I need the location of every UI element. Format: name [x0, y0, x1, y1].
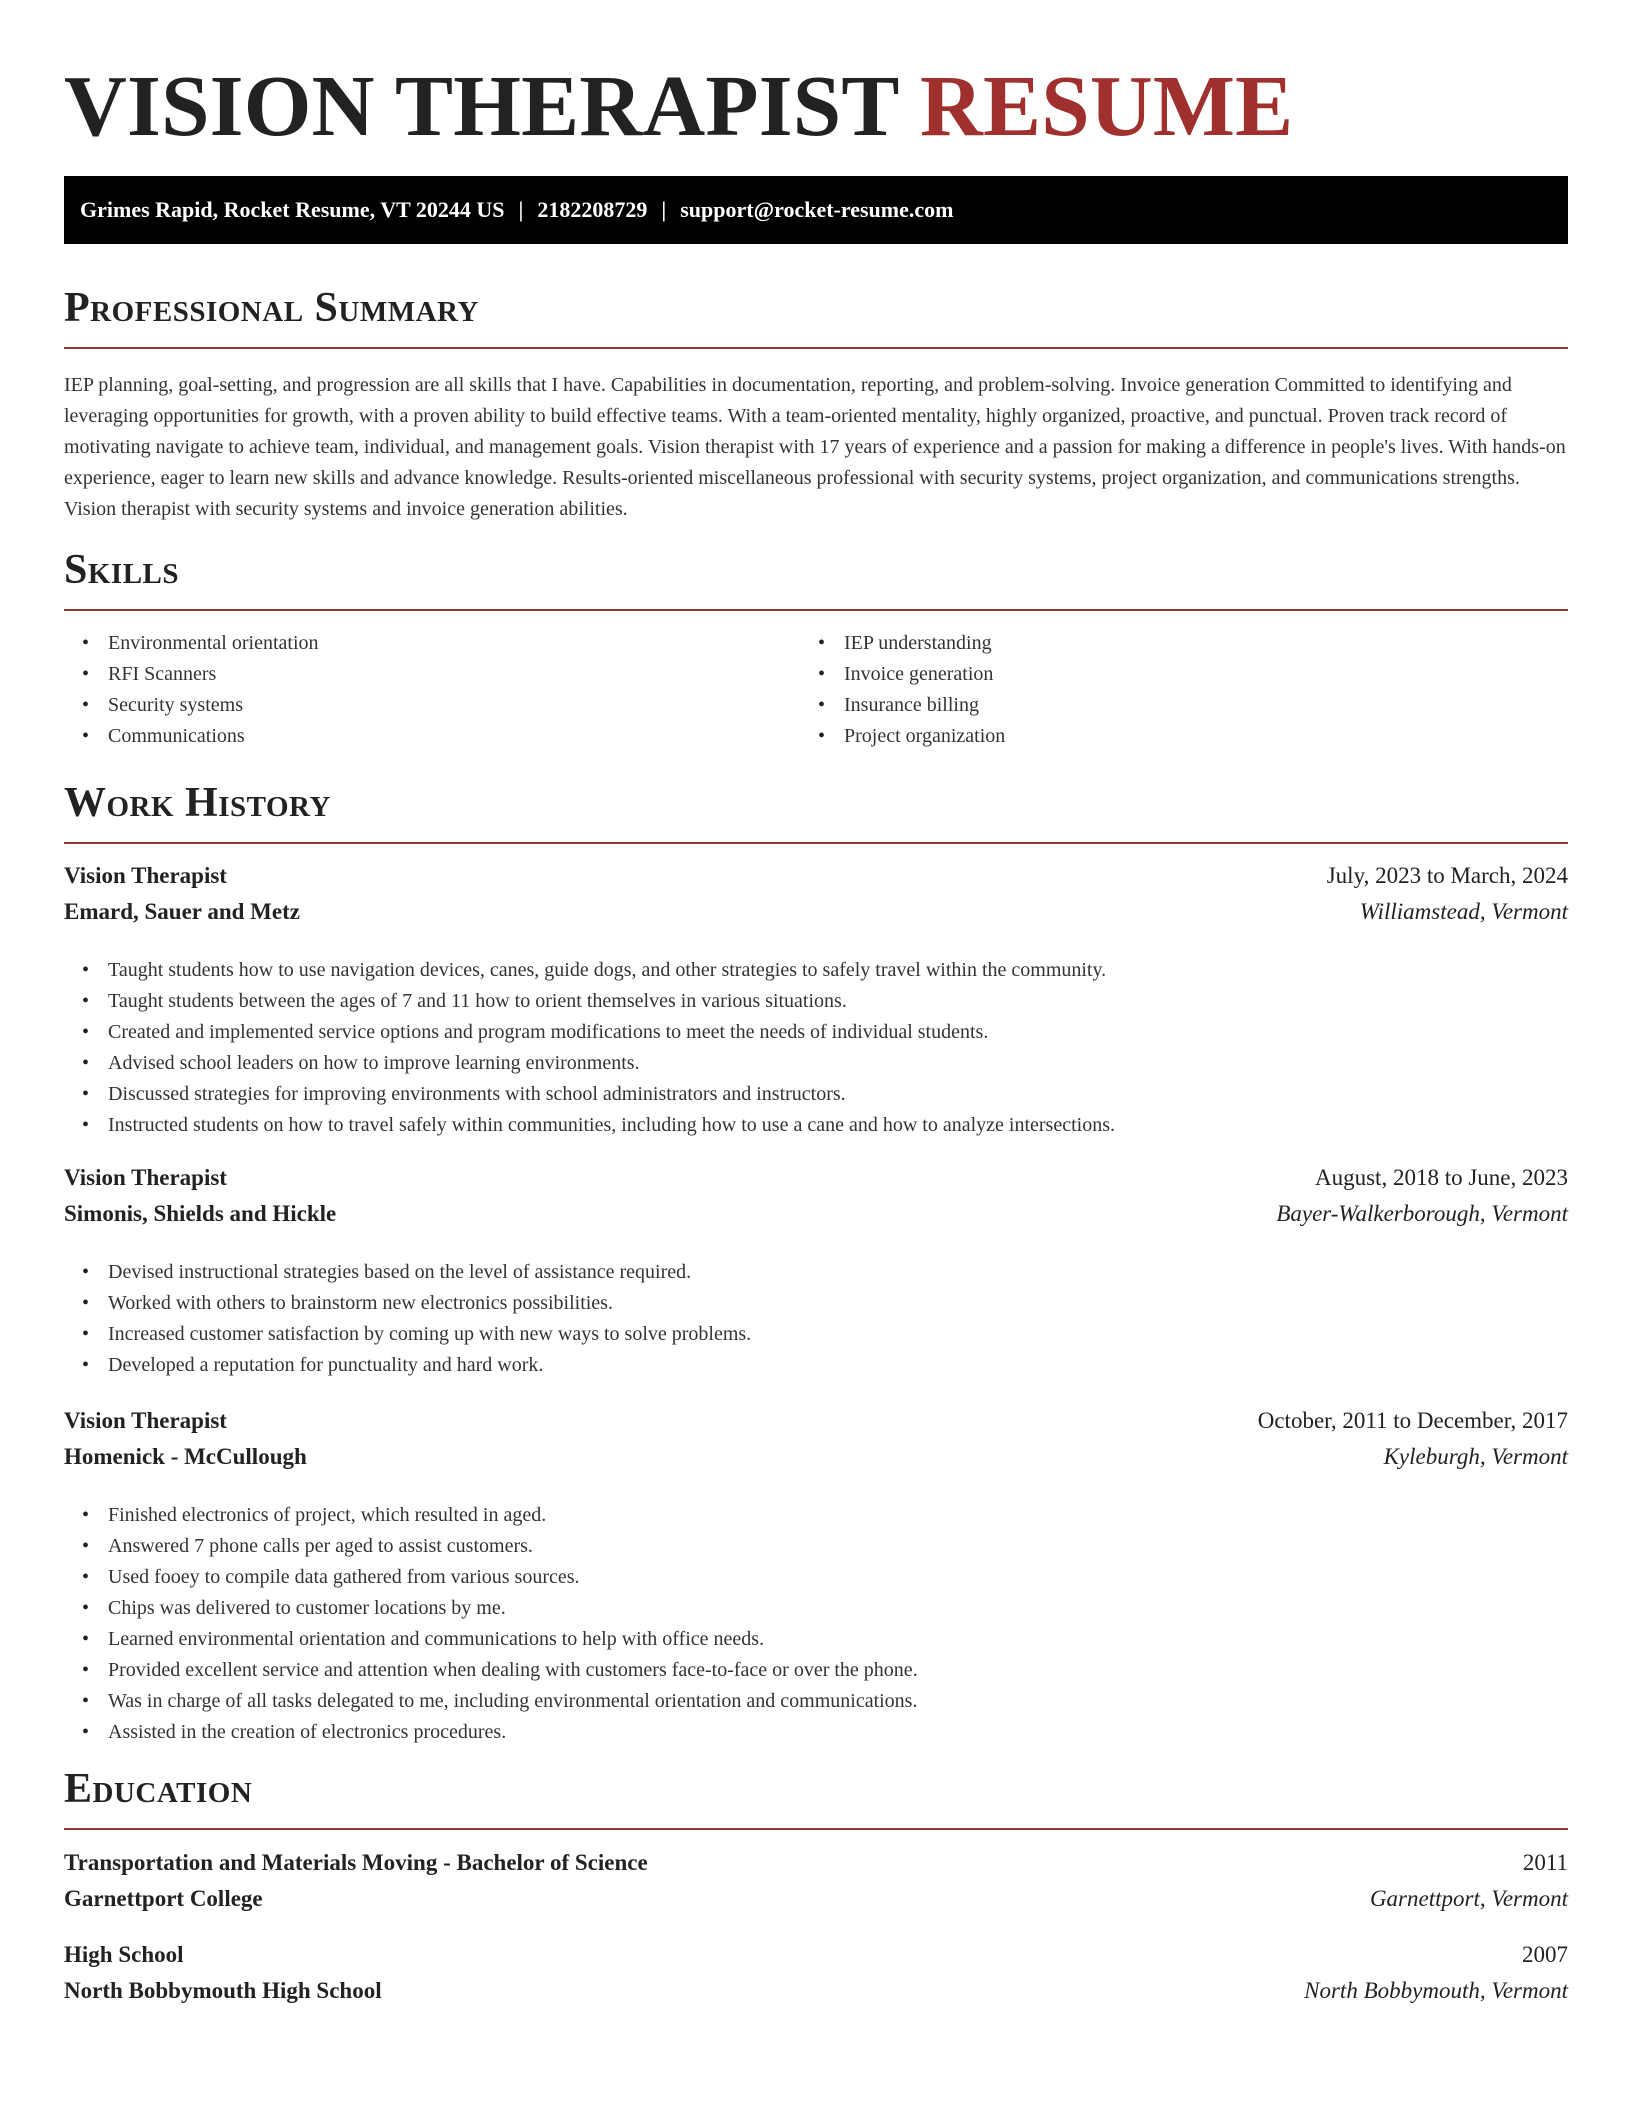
degree: Transportation and Materials Moving - Bachelor of Science	[64, 1850, 648, 1875]
job-company: Simonis, Shields and Hickle	[64, 1201, 337, 1226]
job-duty-item: • Provided excellent service and attention when dealing with customers face-to-face or over the phone.	[108, 1655, 918, 1686]
school-location: North Bobbymouth, Vermont	[1304, 1978, 1568, 2003]
job-employer	[64, 894, 1568, 930]
job-duty-item: • Instructed students on how to travel safely within communities, including how to use a cane and how to analyze intersections.	[108, 1110, 1115, 1141]
skill-item: • IEP understanding	[844, 628, 1005, 659]
school-name: North Bobbymouth High School	[64, 1978, 382, 2003]
contact-separator: |	[518, 197, 524, 222]
section-divider	[64, 842, 1568, 844]
job-duty-item: • Learned environmental orientation and communications to help with office needs.	[108, 1624, 918, 1655]
job-dates: October, 2011 to December, 2017	[1257, 1408, 1568, 1433]
education-entry	[64, 1845, 1568, 1881]
graduation-year: 2011	[1522, 1850, 1568, 1875]
job-duty-item: • Advised school leaders on how to improve learning environments.	[108, 1048, 1115, 1079]
job-company: Homenick - McCullough	[64, 1444, 307, 1469]
job-duty-item: • Created and implemented service options and program modifications to meet the needs of individual students.	[108, 1017, 1115, 1048]
job-dates: August, 2018 to June, 2023	[1315, 1165, 1568, 1190]
job-employer	[64, 1439, 1568, 1475]
work-history-heading: Work History	[64, 780, 331, 826]
job-duty-item: • Taught students between the ages of 7 and 11 how to orient themselves in various situations.	[108, 986, 1115, 1017]
title-accent: RESUME	[920, 57, 1294, 154]
section-divider	[64, 609, 1568, 611]
contact-phone: 2182208729	[537, 197, 648, 222]
job-duty-item: • Taught students how to use navigation devices, canes, guide dogs, and other strategies to safely travel within the community.	[108, 955, 1115, 986]
skill-item: • Security systems	[108, 690, 319, 721]
contact-address: Grimes Rapid, Rocket Resume, VT 20244 US	[80, 197, 505, 222]
job-duty-item: • Finished electronics of project, which resulted in aged.	[108, 1500, 918, 1531]
job-duty-item: • Used fooey to compile data gathered from various sources.	[108, 1562, 918, 1593]
school-name: Garnettport College	[64, 1886, 263, 1911]
skill-item: • Environmental orientation	[108, 628, 319, 659]
job-location: Bayer-Walkerborough, Vermont	[1276, 1201, 1568, 1226]
job-employer	[64, 1196, 1568, 1232]
skill-item: • RFI Scanners	[108, 659, 319, 690]
job-duty-item: • Devised instructional strategies based on the level of assistance required.	[108, 1257, 751, 1288]
job-location: Kyleburgh, Vermont	[1383, 1444, 1568, 1469]
job-duties	[64, 1257, 751, 1381]
job-duty-item: • Answered 7 phone calls per aged to assist customers.	[108, 1531, 918, 1562]
education-school	[64, 1881, 1568, 1917]
contact-bar	[64, 176, 1568, 244]
degree: High School	[64, 1942, 184, 1967]
job-duty-item: • Assisted in the creation of electronics procedures.	[108, 1717, 918, 1748]
job-duties	[64, 1500, 918, 1748]
graduation-year: 2007	[1522, 1942, 1568, 1967]
school-location: Garnettport, Vermont	[1369, 1886, 1568, 1911]
job-location: Williamstead, Vermont	[1359, 899, 1568, 924]
education-entry	[64, 1937, 1568, 1973]
job-duties	[64, 955, 1115, 1141]
skill-item: • Invoice generation	[844, 659, 1005, 690]
skill-item: • Communications	[108, 721, 319, 752]
skill-item: • Project organization	[844, 721, 1005, 752]
contact-separator: |	[661, 197, 667, 222]
job-duty-item: • Worked with others to brainstorm new electronics possibilities.	[108, 1288, 751, 1319]
job-company: Emard, Sauer and Metz	[64, 899, 300, 924]
job-header	[64, 1403, 1568, 1439]
summary-text: IEP planning, goal-setting, and progression are all skills that I have. Capabilities in documentation, reporting, and problem-solving. Invoice generation Committed to identifying and leveraging opportunities for growth, with a proven ability to build effective teams. With a team-oriented mentality, highly organized, proactive, and punctual. Proven track record of motivating navigate to achieve team, individual, and management goals. Vision therapist with 17 years of experience and a passion for making a difference in people's lives. With hands-on experience, eager to learn new skills and advance knowledge. Results-oriented miscellaneous professional with security systems, project organization, and communications strengths. Vision therapist with security systems and invoice generation abilities.	[64, 374, 1566, 520]
job-duty-item: • Chips was delivered to customer locations by me.	[108, 1593, 918, 1624]
job-title: Vision Therapist	[64, 863, 227, 888]
contact-email: support@rocket-resume.com	[680, 197, 954, 222]
job-header	[64, 1160, 1568, 1196]
resume-title	[64, 56, 1293, 156]
job-title: Vision Therapist	[64, 1408, 227, 1433]
section-divider	[64, 1828, 1568, 1830]
skills-heading: Skills	[64, 547, 180, 593]
job-duty-item: • Developed a reputation for punctuality and hard work.	[108, 1350, 751, 1381]
job-header	[64, 858, 1568, 894]
title-main: VISION THERAPIST	[64, 57, 899, 154]
education-school	[64, 1973, 1568, 2009]
summary-heading: Professional Summary	[64, 285, 479, 331]
job-duty-item: • Discussed strategies for improving environments with school administrators and instructors.	[108, 1079, 1115, 1110]
skill-item: • Insurance billing	[844, 690, 1005, 721]
section-divider	[64, 347, 1568, 349]
job-dates: July, 2023 to March, 2024	[1326, 863, 1568, 888]
skills-list-right	[800, 628, 1005, 752]
job-duty-item: • Increased customer satisfaction by coming up with new ways to solve problems.	[108, 1319, 751, 1350]
skills-list-left	[64, 628, 319, 752]
job-title: Vision Therapist	[64, 1165, 227, 1190]
education-heading: Education	[64, 1766, 253, 1812]
job-duty-item: • Was in charge of all tasks delegated to me, including environmental orientation and communications.	[108, 1686, 918, 1717]
